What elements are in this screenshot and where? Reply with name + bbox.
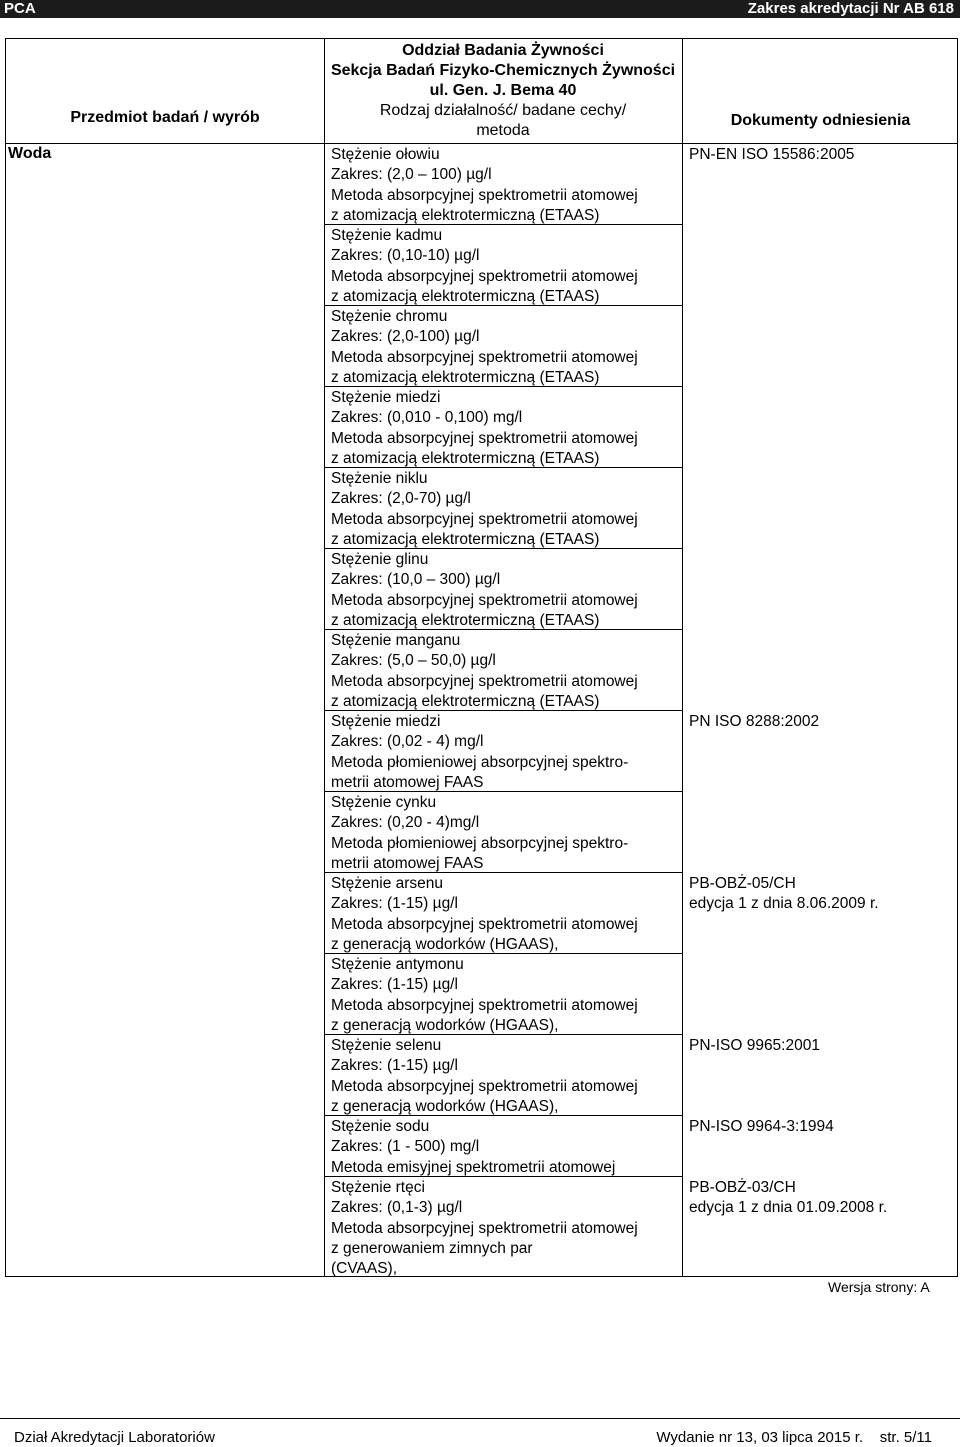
activity-cell [331,1036,681,1117]
column-divider [682,39,683,1276]
activity-cell [331,793,681,874]
activity-cell [331,955,681,1036]
activity-cell [331,1117,681,1178]
reference-cell [689,874,879,915]
accreditation-table [5,38,958,1277]
row-divider [324,467,682,468]
reference-line: PN-ISO 9964-3:1994 [689,1118,834,1135]
activity-line: Stężenie glinu [331,551,429,568]
activity-line: Metoda absorpcyjnej spektrometrii atomowej [331,186,638,204]
activity-line: Zakres: (10,0 – 300) µg/l [331,571,501,589]
activity-line: Zakres: (2,0 – 100) µg/l [331,166,492,184]
activity-line: Zakres: (2,0-70) µg/l [331,490,471,508]
row-divider [324,386,682,387]
activity-line: z atomizacją elektrotermiczną (ETAAS) [331,692,600,710]
activity-line: Metoda absorpcyjnej spektrometrii atomowej [331,915,638,933]
row-divider [324,791,682,792]
row-divider [324,629,682,630]
footer-right-label: Wydanie nr 13, 03 lipca 2015 r. str. 5/11 [656,1429,932,1446]
activity-cell [331,874,681,955]
activity-header-line: Rodzaj działalność/ badane cechy/ [379,102,627,119]
activity-line: z atomizacją elektrotermiczną (ETAAS) [331,611,600,629]
footer-divider [0,1418,960,1419]
header-left-label: PCA [4,0,36,17]
reference-line: PB-OBŻ-05/CH [689,875,796,892]
activity-line: Zakres: (5,0 – 50,0) µg/l [331,652,496,670]
footer-left-label: Dział Akredytacji Laboratoriów [14,1429,215,1446]
page-header-bar [0,0,960,18]
reference-line: PN ISO 8288:2002 [689,713,820,730]
activity-line: z atomizacją elektrotermiczną (ETAAS) [331,449,600,467]
activity-line: Stężenie chromu [331,308,448,325]
unit-line: ul. Gen. J. Bema 40 [429,82,577,99]
activity-line: Metoda absorpcyjnej spektrometrii atomowej [331,348,638,366]
activity-cell [331,469,681,550]
page-version: Wersja strony: A [828,1279,930,1295]
header-divider [6,143,957,144]
activity-line: Metoda płomieniowej absorpcyjnej spektro- [331,834,629,852]
activity-cell [331,307,681,388]
activity-line: Zakres: (1-15) µg/l [331,895,458,913]
row-divider [324,1034,682,1035]
reference-line: edycja 1 z dnia 8.06.2009 r. [689,895,879,913]
activity-line: Stężenie ołowiu [331,146,440,163]
activity-cell [331,712,681,793]
activity-line: z generacją wodorków (HGAAS), [331,1016,559,1034]
product-column-header: Przedmiot badań / wyrób [70,109,260,126]
activity-line: Stężenie sodu [331,1118,430,1135]
activity-line: Metoda absorpcyjnej spektrometrii atomowej [331,510,638,528]
reference-cell [689,145,854,165]
activity-line: Stężenie miedzi [331,713,441,730]
activity-line: Metoda emisyjnej spektrometrii atomowej [331,1158,616,1176]
activity-line: z atomizacją elektrotermiczną (ETAAS) [331,530,600,548]
activity-line: Metoda płomieniowej absorpcyjnej spektro- [331,753,629,771]
reference-cell [689,1117,834,1137]
row-divider [324,305,682,306]
row-divider [324,224,682,225]
activity-line: Stężenie cynku [331,794,437,811]
activity-line: Zakres: (1 - 500) mg/l [331,1138,480,1156]
activity-line: Stężenie miedzi [331,389,441,406]
activity-line: Zakres: (0,1-3) µg/l [331,1199,463,1217]
activity-line: Zakres: (0,02 - 4) mg/l [331,733,484,751]
reference-line: PN-EN ISO 15586:2005 [689,146,855,163]
row-divider [324,1176,682,1177]
activity-line: metrii atomowej FAAS [331,773,484,791]
activity-line: z generowaniem zimnych par [331,1239,533,1257]
activity-line: Zakres: (1-15) µg/l [331,1057,458,1075]
header-right-label: Zakres akredytacji Nr AB 618 [747,0,954,17]
activity-line: Metoda absorpcyjnej spektrometrii atomowej [331,1077,638,1095]
activity-line: Zakres: (1-15) µg/l [331,976,458,994]
activity-line: Stężenie arsenu [331,875,444,892]
unit-line: Sekcja Badań Fizyko-Chemicznych Żywności [330,62,676,79]
activity-line: (CVAAS), [331,1260,398,1278]
reference-cell [689,1178,887,1219]
row-divider [324,953,682,954]
activity-line: z atomizacją elektrotermiczną (ETAAS) [331,206,600,224]
activity-line: Stężenie rtęci [331,1179,425,1196]
reference-line: PN-ISO 9965:2001 [689,1037,820,1054]
activity-line: z atomizacją elektrotermiczną (ETAAS) [331,368,600,386]
activity-cell [331,631,681,712]
reference-cell [689,1036,820,1056]
row-divider [324,1115,682,1116]
product-label: Woda [8,145,52,162]
row-divider [324,872,682,873]
activity-line: Metoda absorpcyjnej spektrometrii atomowej [331,591,638,609]
reference-line: PB-OBŻ-03/CH [689,1179,796,1196]
activity-line: Stężenie selenu [331,1037,442,1054]
activity-cell [331,226,681,307]
activity-line: Stężenie kadmu [331,227,443,244]
activity-cell [331,550,681,631]
activity-line: Stężenie manganu [331,632,461,649]
activity-line: metrii atomowej FAAS [331,854,484,872]
activity-line: Zakres: (0,010 - 0,100) mg/l [331,409,523,427]
activity-header-line: metoda [476,122,530,139]
activity-line: Metoda absorpcyjnej spektrometrii atomowej [331,429,638,447]
activity-line: Stężenie antymonu [331,956,464,973]
activity-cell [331,388,681,469]
reference-cell [689,712,819,732]
activity-line: Metoda absorpcyjnej spektrometrii atomowej [331,1219,638,1237]
reference-line: edycja 1 z dnia 01.09.2008 r. [689,1199,888,1217]
activity-line: z atomizacją elektrotermiczną (ETAAS) [331,287,600,305]
activity-cell [331,145,681,226]
reference-column-header: Dokumenty odniesienia [730,112,911,129]
activity-line: Zakres: (2,0-100) µg/l [331,328,480,346]
activity-line: Zakres: (0,20 - 4)mg/l [331,814,480,832]
activity-line: Metoda absorpcyjnej spektrometrii atomowej [331,267,638,285]
activity-line: Metoda absorpcyjnej spektrometrii atomowej [331,672,638,690]
row-divider [324,710,682,711]
activity-line: Metoda absorpcyjnej spektrometrii atomowej [331,996,638,1014]
activity-line: Zakres: (0,10-10) µg/l [331,247,480,265]
unit-line: Oddział Badania Żywności [402,42,604,59]
activity-line: z generacją wodorków (HGAAS), [331,1097,559,1115]
activity-column-header [324,41,682,141]
row-divider [324,548,682,549]
activity-line: Stężenie niklu [331,470,428,487]
activity-cell [331,1178,681,1279]
activity-line: z generacją wodorków (HGAAS), [331,935,559,953]
